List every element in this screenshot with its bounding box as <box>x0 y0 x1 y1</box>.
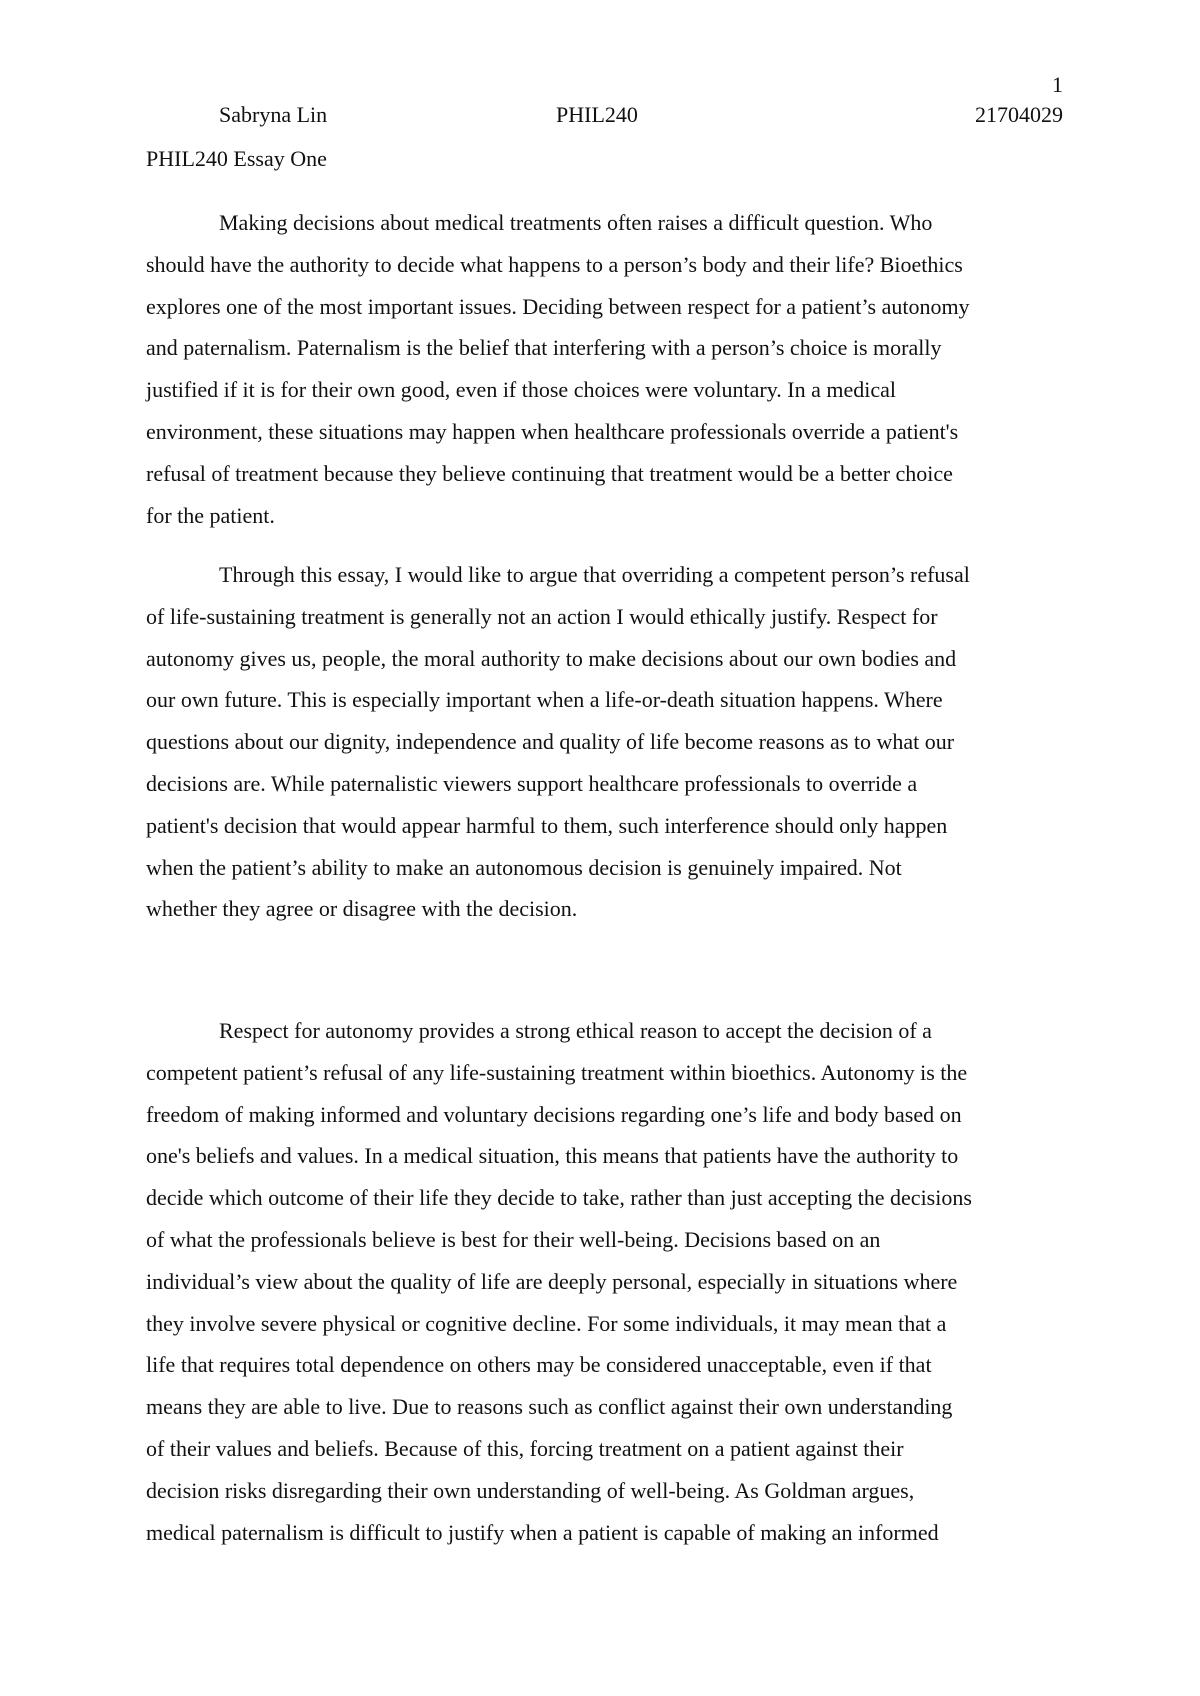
paragraph-line: medical paternalism is difficult to justify when a patient is capable of making an informed <box>146 1519 939 1545</box>
paragraph-line: patient's decision that would appear harmful to them, such interference should only happen <box>146 812 948 838</box>
paragraph-line: life that requires total dependence on others may be considered unacceptable, even if that <box>146 1352 932 1378</box>
student-id: 21704029 <box>975 102 1063 127</box>
paragraph-line: whether they agree or disagree with the decision. <box>146 896 578 922</box>
paragraph-line: means they are able to live. Due to reasons such as conflict against their own understanding <box>146 1394 953 1420</box>
paragraph-3 <box>146 1010 1060 1553</box>
paragraph-line: justified if it is for their own good, even if those choices were voluntary. In a medical <box>146 377 897 403</box>
paragraph-2 <box>146 554 1060 930</box>
course-code: PHIL240 <box>556 102 638 127</box>
paragraph-line: Through this essay, I would like to argue that overriding a competent person’s refusal <box>219 562 970 587</box>
page-number: 1 <box>1052 72 1063 97</box>
paragraph-line: competent patient’s refusal of any life-sustaining treatment within bioethics. Autonomy is the <box>146 1059 968 1085</box>
paragraph-line: for the patient. <box>146 502 275 528</box>
paragraph-line: decision risks disregarding their own understanding of well-being. As Goldman argues, <box>146 1477 915 1503</box>
paragraph-line: autonomy gives us, people, the moral authority to make decisions about our own bodies and <box>146 645 957 671</box>
paragraph-line: individual’s view about the quality of life are deeply personal, especially in situations where <box>146 1268 958 1294</box>
paragraph-line: questions about our dignity, independence and quality of life become reasons as to what our <box>146 729 955 755</box>
paragraph-line: decisions are. While paternalistic viewers support healthcare professionals to override a <box>146 770 918 796</box>
essay-title: PHIL240 Essay One <box>146 146 327 171</box>
paragraph-line: environment, these situations may happen when healthcare professionals override a patient's <box>146 418 959 444</box>
paragraph-line: one's beliefs and values. In a medical situation, this means that patients have the authority to <box>146 1143 959 1169</box>
paragraph-line: of what the professionals believe is best for their well-being. Decisions based on an <box>146 1226 881 1252</box>
paragraph-line: should have the authority to decide what happens to a person’s body and their life? Bioethics <box>146 251 963 277</box>
paragraph-line: they involve severe physical or cognitive decline. For some individuals, it may mean that a <box>146 1310 947 1336</box>
paragraph-line: Making decisions about medical treatments often raises a difficult question. Who <box>219 210 933 235</box>
paragraph-line: Respect for autonomy provides a strong ethical reason to accept the decision of a <box>219 1018 932 1043</box>
paragraph-line: decide which outcome of their life they decide to take, rather than just accepting the decisions <box>146 1185 972 1211</box>
paragraph-line: and paternalism. Paternalism is the belief that interfering with a person’s choice is morally <box>146 335 942 361</box>
paragraph-line: of their values and beliefs. Because of this, forcing treatment on a patient against their <box>146 1435 904 1461</box>
paragraph-line: of life-sustaining treatment is generally not an action I would ethically justify. Respect for <box>146 603 938 629</box>
paragraph-line: freedom of making informed and voluntary decisions regarding one’s life and body based on <box>146 1101 962 1127</box>
paragraph-line: explores one of the most important issues. Deciding between respect for a patient’s autonomy <box>146 293 970 319</box>
paragraph-1 <box>146 202 1060 536</box>
author-name: Sabryna Lin <box>219 102 328 127</box>
paragraph-line: when the patient’s ability to make an autonomous decision is genuinely impaired. Not <box>146 854 902 880</box>
paragraph-line: our own future. This is especially important when a life-or-death situation happens. Where <box>146 687 943 713</box>
paragraph-line: refusal of treatment because they believe continuing that treatment would be a better choice <box>146 460 953 486</box>
